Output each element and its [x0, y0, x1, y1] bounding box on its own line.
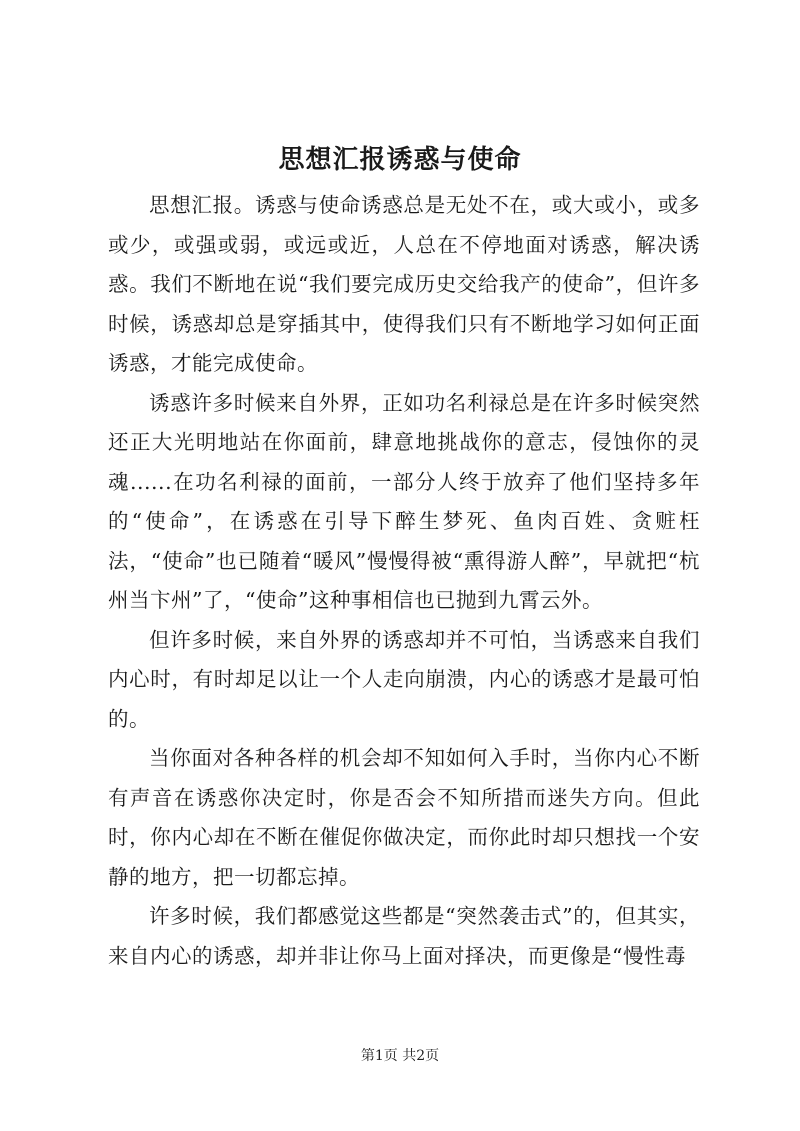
paragraph-3: 但许多时候，来自外界的诱惑却并不可怕，当诱惑来自我们内心时，有时却足以让一个人走向崩溃，内心的诱惑才是最可怕的。: [108, 627, 700, 731]
page-footer: 第1页 共2页: [360, 1048, 440, 1064]
paragraph-5: 许多时候，我们都感觉这些都是“突然袭击式”的，但其实，来自内心的诱惑，却并非让你马上面对择决，而更像是“慢性毒: [108, 904, 700, 968]
paragraph-2: 诱惑许多时候来自外界，正如功名利禄总是在许多时候突然还正大光明地站在你面前，肆意地挑战你的意志，侵蚀你的灵魂......在功名利禄的面前，一部分人终于放弃了他们坚持多年的“使命”，在诱惑在引导下醉生梦死、鱼肉百姓、贪赃枉法，“使命”也已随着“暖风”慢慢得被“熏得游人醉”，早就把“杭州当卞州”了，“使命”这种事相信也已抛到九霄云外。: [108, 390, 700, 612]
document-body: [108, 186, 700, 976]
page-title: 思想汇报诱惑与使命: [278, 145, 522, 175]
paragraph-4: 当你面对各种各样的机会却不知如何入手时，当你内心不断有声音在诱惑你决定时，你是否会不知所措而迷失方向。但此时，你内心却在不断在催促你做决定，而你此时却只想找一个安静的地方，把一切都忘掉。: [108, 746, 700, 889]
paragraph-1: 思想汇报。诱惑与使命诱惑总是无处不在，或大或小，或多或少，或强或弱，或远或近，人总在不停地面对诱惑，解决诱惑。我们不断地在说“我们要完成历史交给我产的使命”，但许多时候，诱惑却总是穿插其中，使得我们只有不断地学习如何正面诱惑，才能完成使命。: [108, 193, 700, 375]
